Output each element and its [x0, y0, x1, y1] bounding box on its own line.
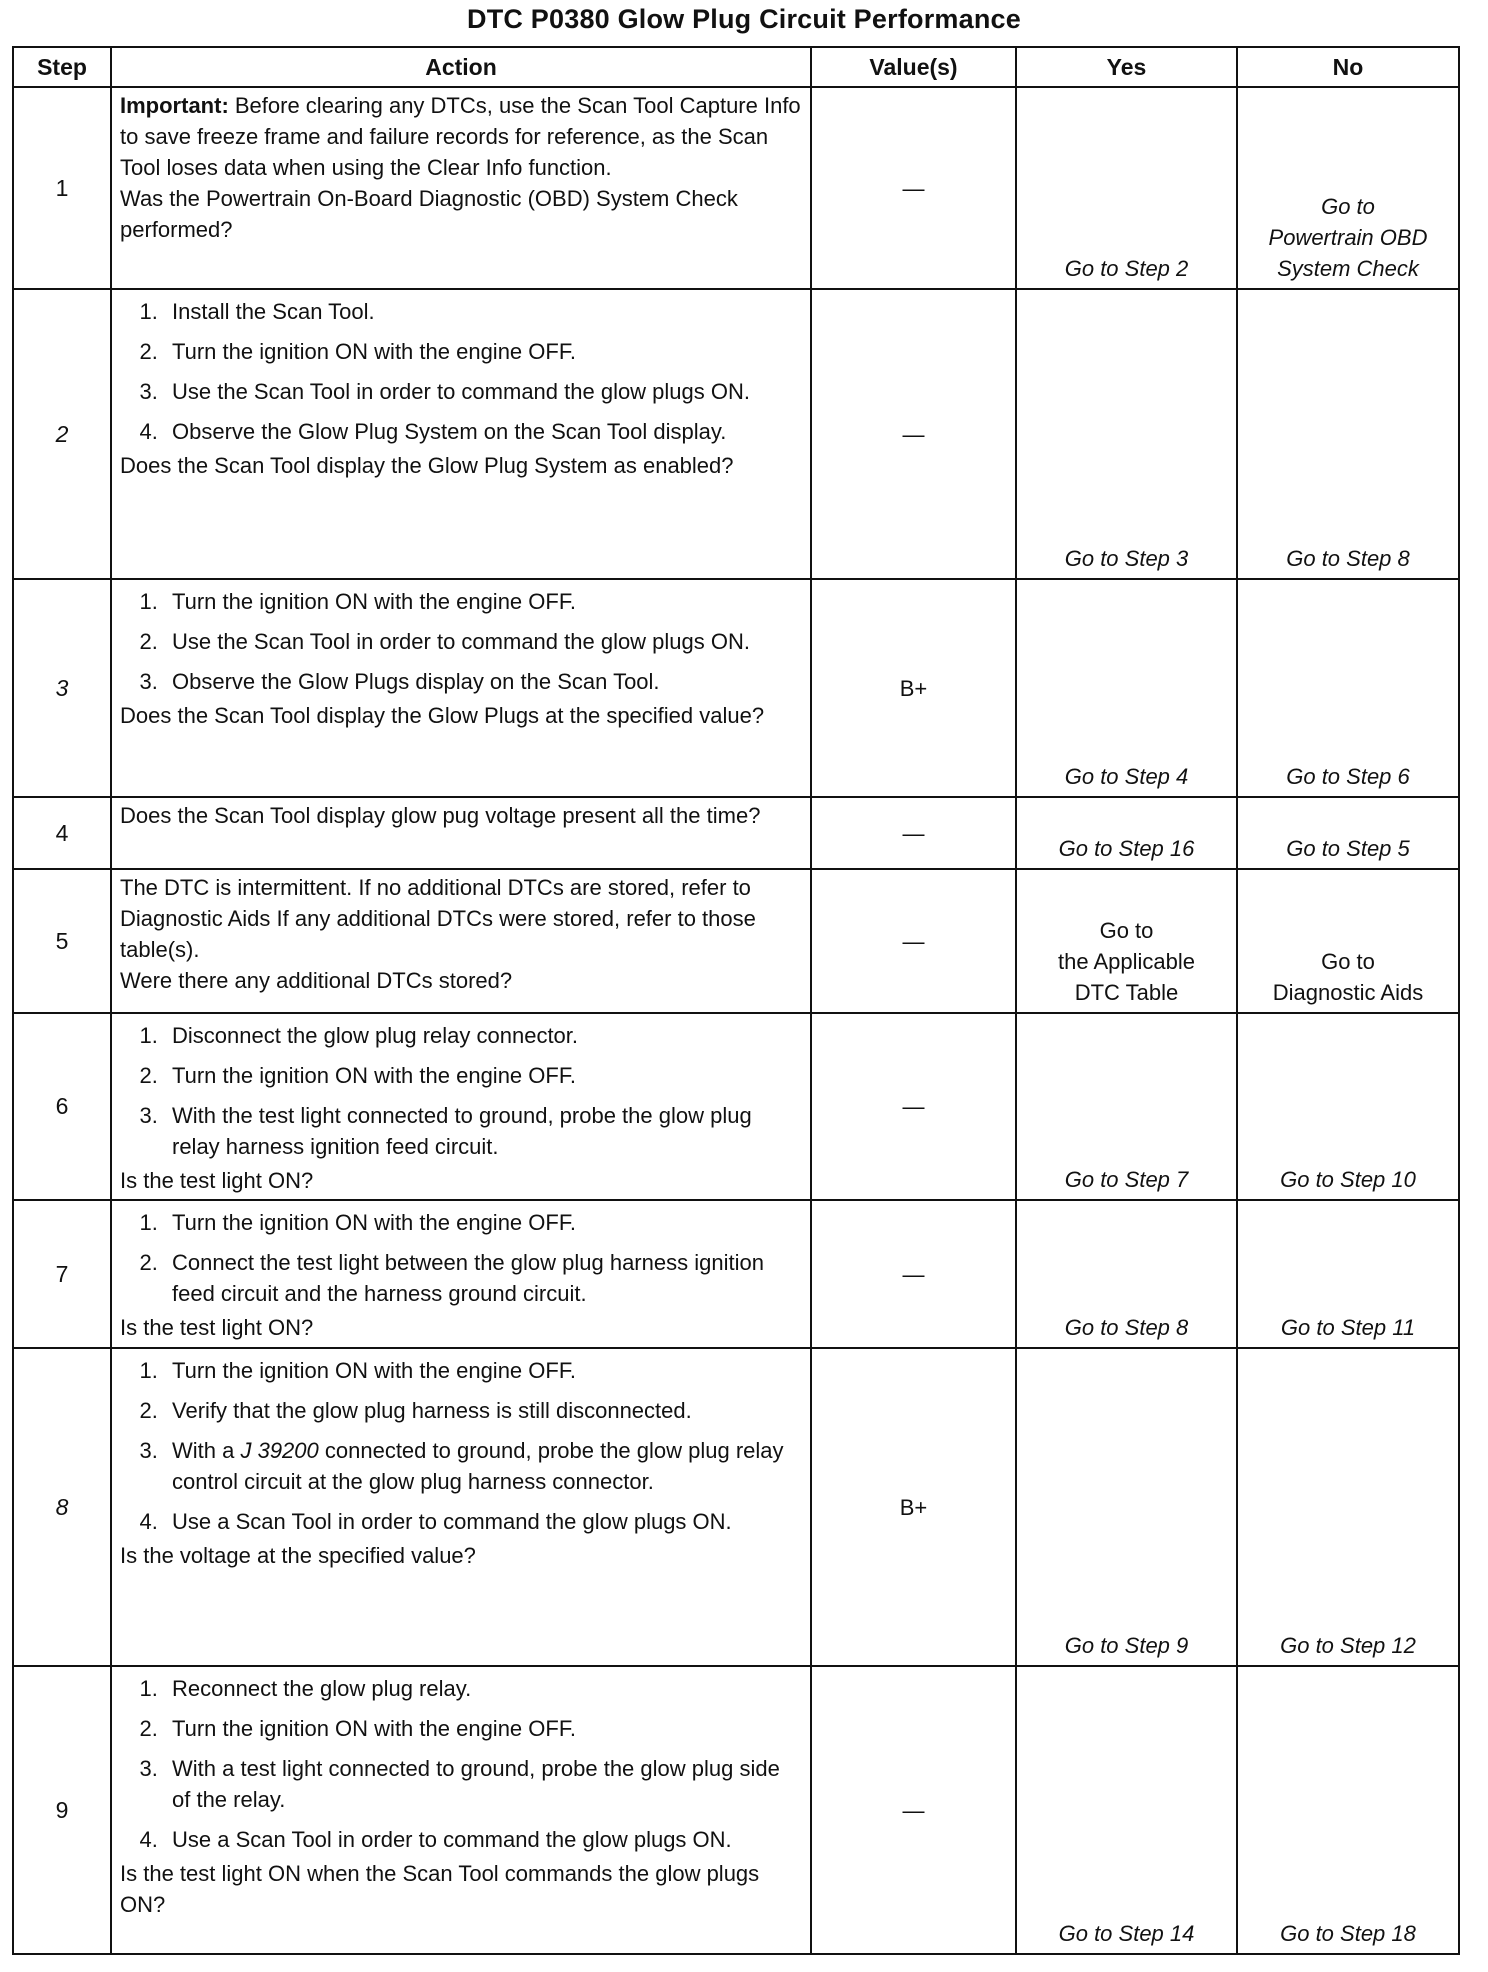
no-cell: Go to Step 12	[1237, 1348, 1459, 1666]
yes-cell: Go to Step 14	[1016, 1666, 1237, 1954]
header-no: No	[1237, 47, 1459, 87]
no-line: Go to	[1321, 949, 1375, 974]
question: Were there any additional DTCs stored?	[120, 968, 513, 993]
step-number: 4	[13, 797, 111, 869]
step-number: 6	[13, 1013, 111, 1200]
yes-cell: Go to Step 4	[1016, 579, 1237, 797]
list-item: 2. Use the Scan Tool in order to command the glow plugs ON.	[164, 626, 802, 657]
no-cell	[1237, 869, 1459, 1013]
info-text: The DTC is intermittent. If no additional DTCs are stored, refer to Diagnostic Aids If any additional DTCs were stored, refer to those table(s).	[120, 875, 756, 962]
list-item: 3. Use the Scan Tool in order to command the glow plugs ON.	[164, 376, 802, 407]
table-row	[13, 579, 1459, 797]
list-item: 1. Turn the ignition ON with the engine OFF.	[164, 1355, 802, 1386]
yes-cell: Go to Step 7	[1016, 1013, 1237, 1200]
action-cell	[111, 87, 811, 289]
no-cell: Go to Step 8	[1237, 289, 1459, 579]
value-cell: —	[811, 1200, 1016, 1348]
action-cell	[111, 1666, 811, 1954]
question: Is the voltage at the specified value?	[120, 1543, 476, 1568]
action-list	[120, 1207, 802, 1309]
no-cell: Go to Step 11	[1237, 1200, 1459, 1348]
list-item: 3. With the test light connected to ground, probe the glow plug relay harness ignition feed circuit.	[164, 1100, 802, 1162]
yes-cell	[1016, 869, 1237, 1013]
question: Is the test light ON?	[120, 1315, 314, 1340]
list-item: 4. Use a Scan Tool in order to command the glow plugs ON.	[164, 1506, 802, 1537]
table-row	[13, 1348, 1459, 1666]
header-yes: Yes	[1016, 47, 1237, 87]
value-cell: —	[811, 289, 1016, 579]
no-line: Powertrain OBD	[1268, 225, 1428, 250]
list-item: 1. Install the Scan Tool.	[164, 296, 802, 327]
no-cell: Go to Step 6	[1237, 579, 1459, 797]
value-cell: B+	[811, 579, 1016, 797]
table-row	[13, 289, 1459, 579]
list-item: 1. Disconnect the glow plug relay connector.	[164, 1020, 802, 1051]
yes-line: DTC Table	[1074, 980, 1179, 1005]
no-cell: Go to Step 5	[1237, 797, 1459, 869]
list-item: 2. Connect the test light between the glow plug harness ignition feed circuit and the harness ground circuit.	[164, 1247, 802, 1309]
table-row	[13, 869, 1459, 1013]
yes-cell: Go to Step 9	[1016, 1348, 1237, 1666]
question: Is the test light ON when the Scan Tool commands the glow plugs ON?	[120, 1861, 760, 1917]
table-row	[13, 1013, 1459, 1200]
yes-cell: Go to Step 8	[1016, 1200, 1237, 1348]
step-number: 8	[13, 1348, 111, 1666]
value-cell: —	[811, 1666, 1016, 1954]
yes-line: Go to	[1099, 918, 1154, 943]
question: Does the Scan Tool display glow pug voltage present all the time?	[120, 803, 761, 828]
page-title: DTC P0380 Glow Plug Circuit Performance	[467, 4, 1021, 34]
action-list	[120, 586, 802, 697]
no-line: Diagnostic Aids	[1272, 980, 1424, 1005]
yes-line: the Applicable	[1058, 949, 1195, 974]
value-cell: —	[811, 797, 1016, 869]
step-number: 7	[13, 1200, 111, 1348]
table-row	[13, 87, 1459, 289]
no-line: Go to	[1321, 194, 1375, 219]
value-cell: —	[811, 869, 1016, 1013]
list-item: 3. Observe the Glow Plugs display on the Scan Tool.	[164, 666, 802, 697]
step-number: 3	[13, 579, 111, 797]
value-dash: —	[902, 175, 925, 201]
yes-cell: Go to Step 16	[1016, 797, 1237, 869]
tool-name: J 39200	[240, 1438, 319, 1463]
action-cell	[111, 579, 811, 797]
list-item-text: connected to ground, probe the glow plug relay control circuit at the glow plug harness connector.	[172, 1438, 784, 1494]
action-cell	[111, 869, 811, 1013]
table-row	[13, 797, 1459, 869]
value-cell	[811, 87, 1016, 289]
value-cell: B+	[811, 1348, 1016, 1666]
table-header-row	[13, 47, 1459, 87]
list-item-text: With a	[172, 1438, 241, 1463]
list-item: 4. Observe the Glow Plug System on the Scan Tool display.	[164, 416, 802, 447]
action-cell	[111, 1348, 811, 1666]
list-item: 1. Reconnect the glow plug relay.	[164, 1673, 802, 1704]
header-values: Value(s)	[811, 47, 1016, 87]
action-list	[120, 1673, 802, 1855]
action-cell	[111, 797, 811, 869]
important-note	[120, 90, 802, 183]
header-step: Step	[13, 47, 111, 87]
list-item: 2. Turn the ignition ON with the engine OFF.	[164, 1713, 802, 1744]
step-number: 5	[13, 869, 111, 1013]
important-text: Before clearing any DTCs, use the Scan Tool Capture Info to save freeze frame and failure records for reference, as the Scan Tool loses data when using the Clear Info function.	[120, 93, 801, 180]
no-cell	[1237, 87, 1459, 289]
important-label: Important:	[120, 93, 229, 118]
list-item: 4. Use a Scan Tool in order to command the glow plugs ON.	[164, 1824, 802, 1855]
table-row	[13, 1200, 1459, 1348]
question: Does the Scan Tool display the Glow Plug System as enabled?	[120, 453, 734, 478]
list-item: 2. Turn the ignition ON with the engine OFF.	[164, 1060, 802, 1091]
diagnostic-table	[12, 46, 1460, 1955]
step-number: 9	[13, 1666, 111, 1954]
action-list	[120, 1020, 802, 1162]
list-item	[164, 1435, 802, 1497]
list-item: 2. Verify that the glow plug harness is still disconnected.	[164, 1395, 802, 1426]
action-cell	[111, 289, 811, 579]
question: Is the test light ON?	[120, 1168, 314, 1193]
list-item: 3. With a test light connected to ground, probe the glow plug side of the relay.	[164, 1753, 802, 1815]
question: Was the Powertrain On-Board Diagnostic (OBD) System Check performed?	[120, 186, 738, 242]
list-item: 1. Turn the ignition ON with the engine OFF.	[164, 586, 802, 617]
yes-cell: Go to Step 3	[1016, 289, 1237, 579]
yes-cell: Go to Step 2	[1016, 87, 1237, 289]
table-row	[13, 1666, 1459, 1954]
action-cell	[111, 1013, 811, 1200]
value-cell: —	[811, 1013, 1016, 1200]
step-number: 1	[13, 87, 111, 289]
action-list	[120, 1355, 802, 1537]
no-line: System Check	[1277, 256, 1419, 281]
action-list	[120, 296, 802, 447]
question: Does the Scan Tool display the Glow Plugs at the specified value?	[120, 703, 765, 728]
no-cell: Go to Step 18	[1237, 1666, 1459, 1954]
action-cell	[111, 1200, 811, 1348]
list-item: 2. Turn the ignition ON with the engine OFF.	[164, 336, 802, 367]
step-number: 2	[13, 289, 111, 579]
no-cell: Go to Step 10	[1237, 1013, 1459, 1200]
list-item: 1. Turn the ignition ON with the engine OFF.	[164, 1207, 802, 1238]
header-action: Action	[111, 47, 811, 87]
